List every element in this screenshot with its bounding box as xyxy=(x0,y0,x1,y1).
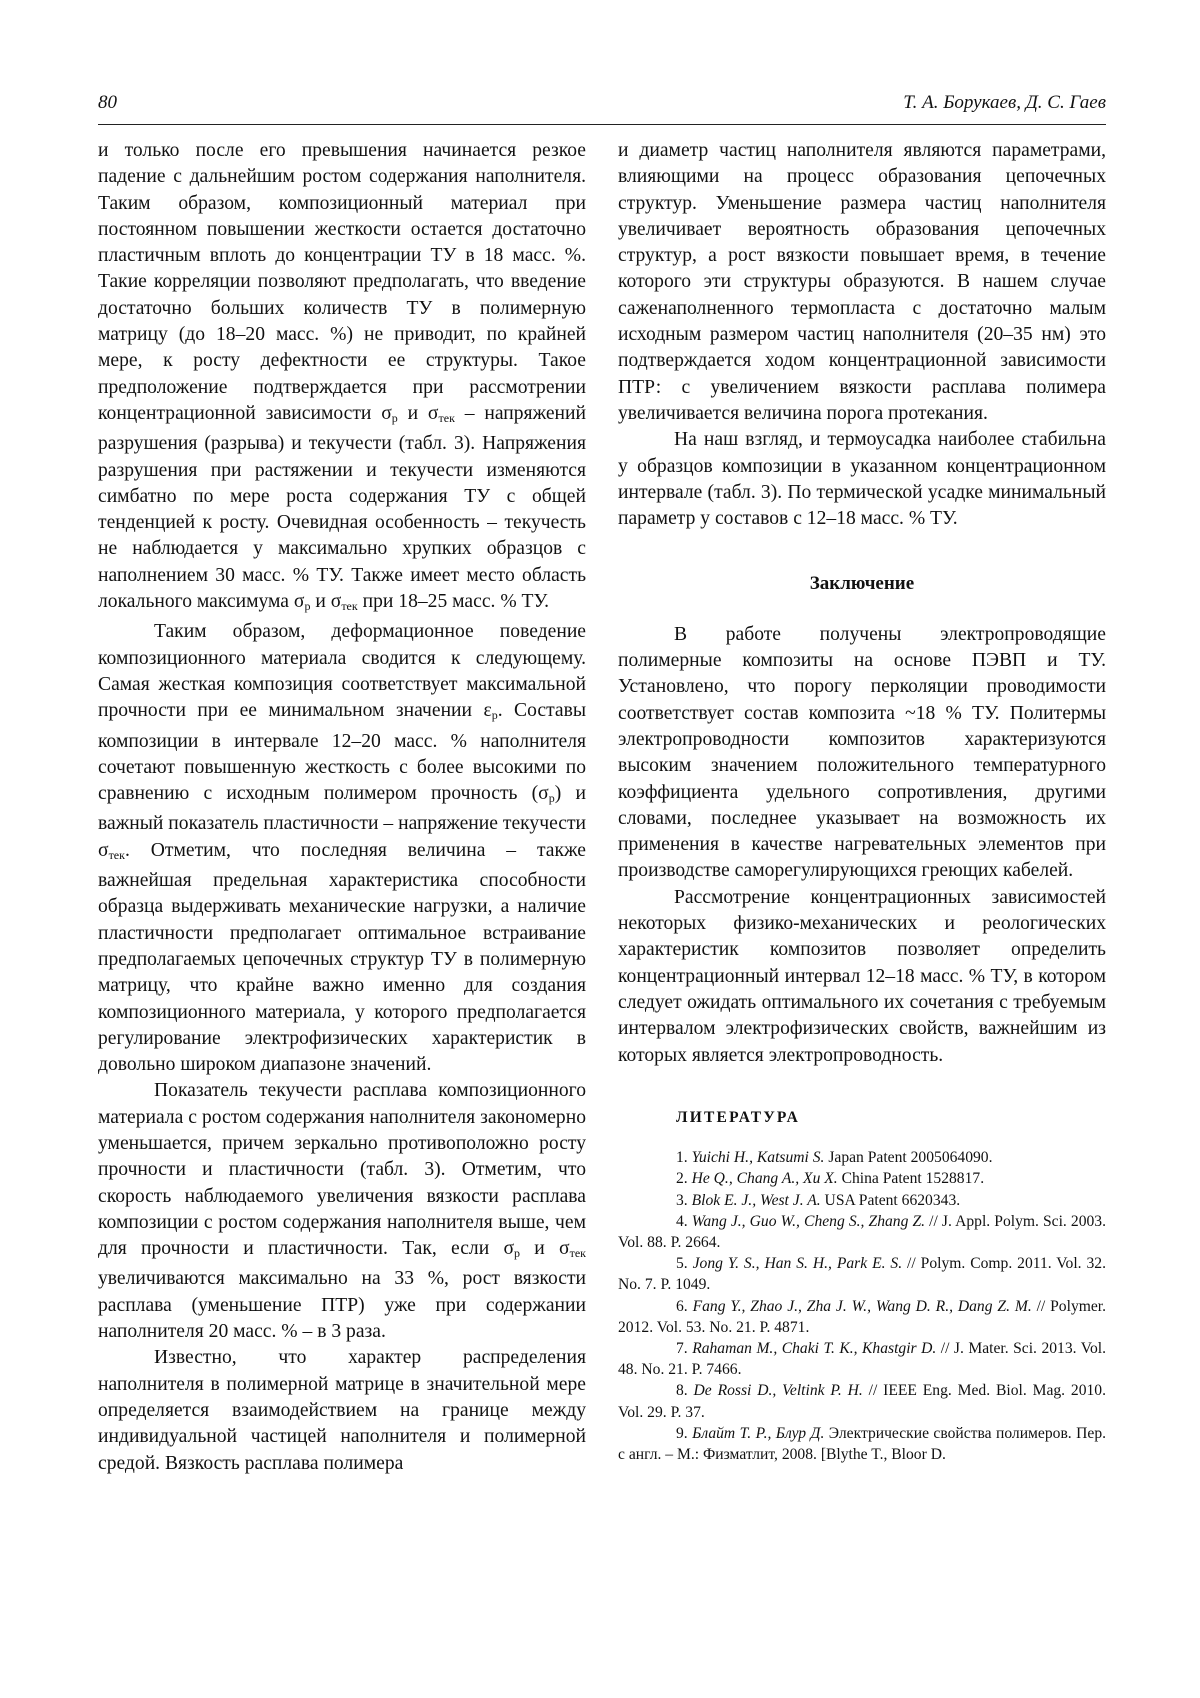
reference-item: 6. Fang Y., Zhao J., Zha J. W., Wang D. R., Dang Z. M. // Polymer. 2012. Vol. 53. No. 21. P. 4871. xyxy=(618,1297,1107,1336)
paragraph: Показатель текучести расплава композиционного материала с ростом содержания наполнителя закономерно уменьшается, причем зеркально противоположно росту прочности и пластичности (табл. 3). Отметим, что скорость наблюдаемого увеличения вязкости расплава композиции с ростом содержания наполнителя выше, чем для прочности и пластичности. Так, если $\sigma_р$ и $\sigma_{тек}$ увеличиваются максимально на 33 %, рост вязкости расплава (уменьшение ПТР) уже при содержании наполнителя 20 масс. % – в 3 раза. xyxy=(98,1080,586,1343)
right-column xyxy=(618,138,1106,1465)
paragraph: и только после его превышения начинается резкое падение с дальнейшим ростом содержания наполнителя. Таким образом, композиционный материал при постоянном повышении жесткости остается достаточно пластичным вплоть до концентрации ТУ в 18 масс. %. Такие корреляции позволяют предполагать, что введение достаточно больших количеств ТУ в полимерную матрицу (до 18–20 масс. %) не приводит, по крайней мере, к росту дефектности ее структуры. Такое предположение подтверждается при рассмотрении концентрационной зависимости $\sigma_р$ и $\sigma_{тек}$ – напряжений разрушения (разрыва) и текучести (табл. 3). Напряжения разрушения при растяжении и текучести изменяются симбатно по мере роста содержания ТУ с общей тенденцией к росту. Очевидная особенность – текучесть не наблюдается у максимально хрупких образцов с наполнением 30 масс. % ТУ. Также имеет место область локального максимума $\sigma_р$ и $\sigma_{тек}$ при 18–25 масс. % ТУ. xyxy=(98,140,587,614)
left-column xyxy=(98,138,586,1477)
paragraph: Известно, что характер распределения наполнителя в полимерной матрице в значительной мере определяется взаимодействием на границе между индивидуальной частицей наполнителя и полимерной средой. Вязкость расплава полимера xyxy=(98,1347,586,1474)
running-header xyxy=(98,92,1106,114)
paragraph: и диаметр частиц наполнителя являются параметрами, влияющими на процесс образования цепочечных структур. Уменьшение размера частиц наполнителя увеличивает вероятность образования цепочечных структур, а рост вязкости повышает время, в течение которого эти структуры образуются. В нашем случае саженаполненного термопласта с достаточно малым исходным размером частиц наполнителя (20–35 нм) это подтверждается ходом концентрационной зависимости ПТР: с увеличением вязкости расплава полимера увеличивается величина порога протекания. xyxy=(618,140,1106,424)
page-number: 80 xyxy=(98,92,117,113)
reference-list xyxy=(618,1147,1106,1465)
reference-item: 7. Rahaman M., Chaki T. K., Khastgir D. // J. Mater. Sci. 2013. Vol. 48. No. 21. P. 7466. xyxy=(618,1339,1107,1379)
paragraph: На наш взгляд, и термоусадка наиболее стабильна у образцов композиции в указанном концентрационном интервале (табл. 3). По термической усадке минимальный параметр у составов с 12–18 масс. % ТУ. xyxy=(618,429,1106,530)
reference-item: 2. He Q., Chang A., Xu X. China Patent 1528817. xyxy=(676,1170,985,1188)
paragraph: В работе получены электропроводящие полимерные композиты на основе ПЭВП и ТУ. Установлено, что порогу перколяции проводимости соответствует состав композита ~18 % ТУ. Политермы электропроводности композитов характеризуются высоким значением положительного температурного коэффициента удельного сопротивления, другими словами, последнее указывает на возможность их применения в качестве нагревательных элементов при производстве саморегулирующихся греющих кабелей. xyxy=(618,623,1106,882)
reference-item: 3. Blok E. J., West J. A. USA Patent 6620343. xyxy=(676,1191,961,1209)
reference-item: 9. Блайт Т. Р., Блур Д. Электрические свойства полимеров. Пер. с англ. – М.: Физматлит, 2008. [Blythe T., Bloor D. xyxy=(618,1424,1107,1463)
references-title: ЛИТЕРАТУРА xyxy=(676,1108,800,1126)
section-heading-conclusion: Заключение xyxy=(809,573,915,595)
paragraph: Рассмотрение концентрационных зависимостей некоторых физико-механических и реологических характеристик композитов позволяет определить концентрационный интервал 12–18 масс. % ТУ, в котором следует ожидать оптимального их сочетания с требуемым интервалом электрофизических свойств, важнейшим из которых является электропроводность. xyxy=(618,886,1106,1066)
paragraph: Таким образом, деформационное поведение композиционного материала сводится к следующему. Самая жесткая композиция соответствует максимальной прочности при ее минимальном значении $\varepsilon_р$. Составы композиции в интервале 12–20 масс. % наполнителя сочетают повышенную жесткость с более высокими по сравнению с исходным полимером прочность $(\sigma_р)$ и важный показатель пластичности – напряжение текучести $\sigma_{тек}$. Отметим, что последняя величина – также важнейшая предельная характеристика способности образца выдерживать механические нагрузки, а наличие пластичности предполагает оптимальное встраивание предполагаемых цепочечных структур ТУ в полимерную матрицу, что крайне важно именно для создания композиционного материала, у которого предполагается регулирование электрофизических характеристик в довольно широком диапазоне значений. xyxy=(98,621,587,1076)
reference-item: 4. Wang J., Guo W., Cheng S., Zhang Z. // J. Appl. Polym. Sci. 2003. Vol. 88. P. 2664. xyxy=(618,1212,1107,1251)
reference-item: 8. De Rossi D., Veltink P. H. // IEEE Eng. Med. Biol. Mag. 2010. Vol. 29. P. 37. xyxy=(618,1382,1106,1421)
reference-item: 1. Yuichi H., Katsumi S. Japan Patent 2005064090. xyxy=(676,1149,993,1167)
header-rule xyxy=(98,124,1106,125)
reference-item: 5. Jong Y. S., Han S. H., Park E. S. // Polym. Comp. 2011. Vol. 32. No. 7. P. 1049. xyxy=(618,1255,1106,1294)
header-authors: Т. А. Борукаев, Д. С. Гаев xyxy=(903,92,1106,113)
